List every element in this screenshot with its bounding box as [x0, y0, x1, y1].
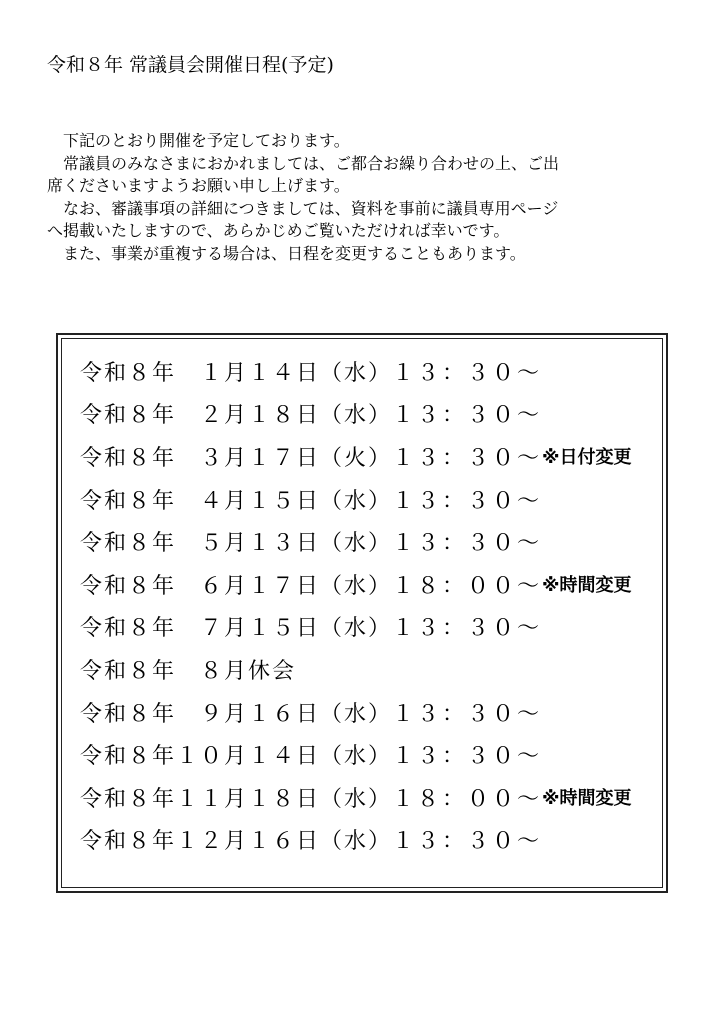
meeting-time: １３：３０～ — [392, 488, 543, 514]
meeting-date: 令和８年 ９月１６日（水） — [80, 701, 393, 727]
change-note: ※日付変更 — [542, 447, 632, 469]
meeting-time: １３：３０～ — [392, 829, 543, 855]
schedule-row — [80, 819, 666, 862]
meeting-date: 令和８年 ２月１８日（水） — [80, 403, 393, 429]
schedule-row — [80, 733, 666, 776]
change-note: ※時間変更 — [542, 788, 632, 810]
meeting-date: 令和８年１２月１６日（水） — [80, 829, 393, 855]
meeting-date: 令和８年 ３月１７日（火） — [80, 445, 393, 471]
schedule-row — [80, 691, 666, 734]
meeting-date: 令和８年 ４月１５日（水） — [80, 488, 393, 514]
meeting-date: 令和８年 ８月休会 — [80, 658, 297, 684]
meeting-time: １３：３０～ — [392, 403, 543, 429]
intro-line: なお、審議事項の詳細につきましては、資料を事前に議員専用ページ — [47, 198, 559, 218]
meeting-time: １８：００～ — [392, 573, 543, 599]
meeting-date: 令和８年 ７月１５日（水） — [80, 616, 393, 642]
meeting-time: １３：３０～ — [392, 744, 543, 770]
intro-line: 席くださいますようお願い申し上げます。 — [47, 176, 350, 195]
intro-line: へ掲載いたしますので、あらかじめご覧いただければ幸いです。 — [47, 221, 510, 240]
schedule-row — [80, 350, 666, 393]
meeting-time: １３：３０～ — [392, 360, 543, 386]
intro-paragraph — [47, 130, 692, 265]
schedule-row — [80, 393, 666, 436]
meeting-time: １３：３０～ — [392, 701, 543, 727]
schedule-row — [80, 606, 666, 649]
meeting-date: 令和８年 １月１４日（水） — [80, 360, 393, 386]
meeting-time: １３：３０～ — [392, 531, 543, 557]
meeting-date: 令和８年 ６月１７日（水） — [80, 573, 393, 599]
intro-line: また、事業が重複する場合は、日程を変更することもあります。 — [47, 243, 526, 263]
meeting-date: 令和８年１１月１８日（水） — [80, 786, 393, 812]
schedule-row — [80, 563, 666, 606]
schedule-row — [80, 520, 666, 563]
intro-line: 下記のとおり開催を予定しております。 — [47, 131, 350, 150]
meeting-date: 令和８年 ５月１３日（水） — [80, 531, 393, 557]
meeting-time: １３：３０～ — [392, 445, 543, 471]
schedule-row — [80, 435, 666, 478]
schedule-row — [80, 478, 666, 521]
change-note: ※時間変更 — [542, 575, 632, 597]
meeting-time: １３：３０～ — [392, 616, 543, 642]
schedule-list — [80, 350, 666, 861]
meeting-date: 令和８年１０月１４日（水） — [80, 744, 393, 770]
schedule-row — [80, 648, 666, 691]
page-title: 令和８年 常議員会開催日程(予定) — [47, 54, 334, 76]
meeting-time: １８：００～ — [392, 786, 543, 812]
schedule-row — [80, 776, 666, 819]
intro-line: 常議員のみなさまにおかれましては、ご都合お繰り合わせの上、ご出 — [47, 153, 560, 173]
